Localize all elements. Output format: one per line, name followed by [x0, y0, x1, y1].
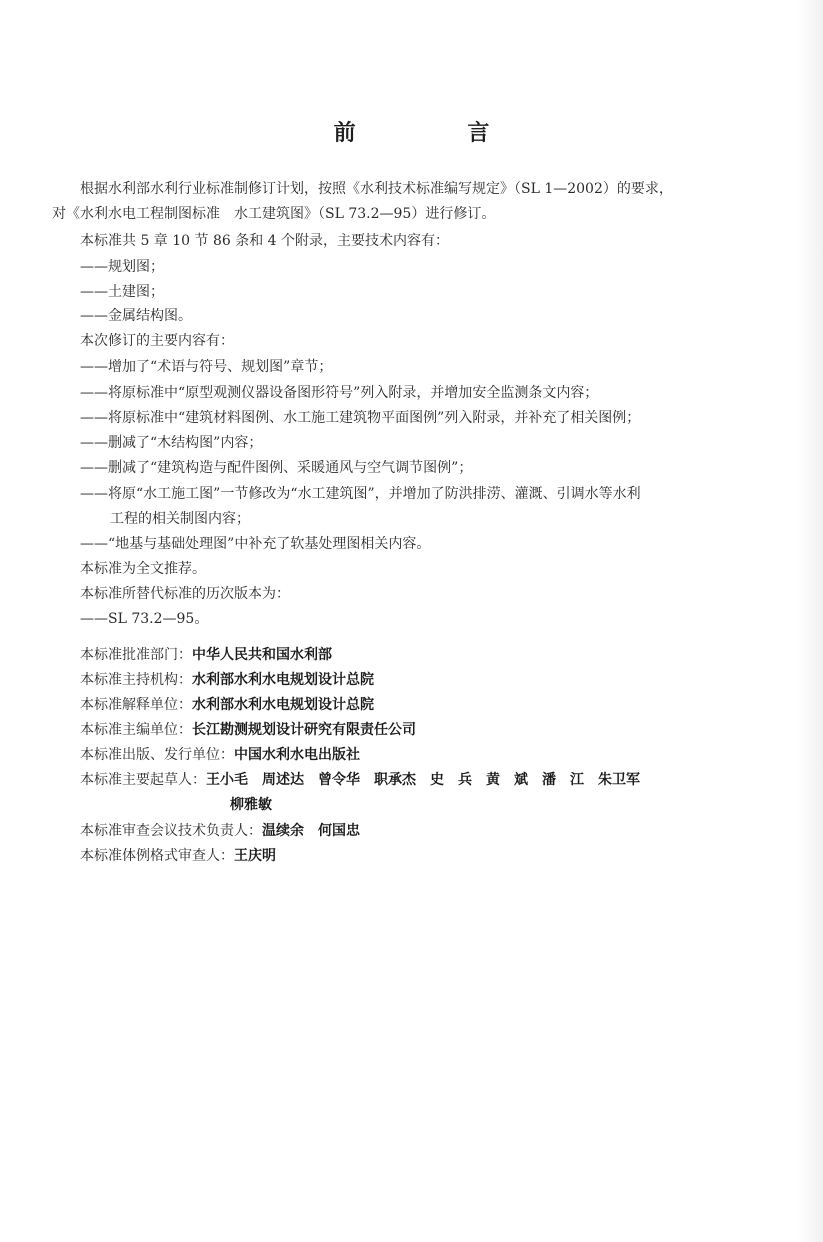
revisions-lead: 本次修订的主要内容有：: [80, 333, 234, 349]
drafters-row: [80, 771, 640, 789]
publisher-row: [80, 746, 360, 764]
format-reviewer-row: [80, 847, 276, 865]
scope-item: ——规划图；: [80, 259, 164, 275]
reviewer-value: 温续余 何国忠: [262, 823, 360, 839]
drafters-value: 王小毛 周述达 曾令华 职承杰 史 兵 黄 斌 潘 江 朱卫军: [206, 772, 640, 788]
revision-item: ——将原标准中“原型观测仪器设备图形符号”列入附录，并增加安全监测条文内容；: [80, 385, 599, 401]
revision-item: ——将原“水工施工图”一节修改为“水工建筑图”，并增加了防洪排涝、灌溉、引调水等水利: [80, 486, 641, 502]
revision-item: ——删减了“木结构图”内容；: [80, 435, 263, 451]
scope-item: ——金属结构图。: [80, 308, 192, 324]
recommend-note: 本标准为全文推荐。: [80, 561, 206, 577]
reviewer-label: 本标准审查会议技术负责人：: [80, 823, 262, 839]
host-row: [80, 671, 374, 689]
drafters-row-continued: [230, 796, 272, 814]
revision-item-continued: 工程的相关制图内容；: [110, 511, 250, 527]
drafters-value-continued: 柳雅敏: [230, 797, 272, 813]
page-edge-shadow: [797, 0, 823, 1242]
reviewer-row: [80, 822, 360, 840]
host-value: 水利部水利水电规划设计总院: [192, 672, 374, 688]
editor-label: 本标准主编单位：: [80, 722, 192, 738]
interpret-row: [80, 696, 374, 714]
editor-row: [80, 721, 416, 739]
revision-item: ——增加了“术语与符号、规划图”章节；: [80, 359, 333, 375]
interpret-value: 水利部水利水电规划设计总院: [192, 697, 374, 713]
drafters-label: 本标准主要起草人：: [80, 772, 206, 788]
format-reviewer-value: 王庆明: [234, 848, 276, 864]
publisher-value: 中国水利水电出版社: [234, 747, 360, 763]
format-reviewer-label: 本标准体例格式审查人：: [80, 848, 234, 864]
intro-line-2: 对《水利水电工程制图标准 水工建筑图》（SL 73.2—95）进行修订。: [52, 206, 496, 222]
publisher-label: 本标准出版、发行单位：: [80, 747, 234, 763]
interpret-label: 本标准解释单位：: [80, 697, 192, 713]
scope-lead: 本标准共 5 章 10 节 86 条和 4 个附录，主要技术内容有：: [80, 233, 450, 249]
revision-item: ——将原标准中“建筑材料图例、水工施工建筑物平面图例”列入附录，并补充了相关图例；: [80, 410, 641, 426]
approve-value: 中华人民共和国水利部: [192, 647, 332, 663]
history-lead: 本标准所替代标准的历次版本为：: [80, 586, 290, 602]
revision-item: ——“地基与基础处理图”中补充了软基处理图相关内容。: [80, 536, 431, 552]
page-title: 前 言: [333, 121, 542, 146]
history-item: ——SL 73.2—95。: [80, 611, 209, 627]
approve-row: [80, 646, 332, 664]
scope-item: ——土建图；: [80, 284, 164, 300]
host-label: 本标准主持机构：: [80, 672, 192, 688]
editor-value: 长江勘测规划设计研究有限责任公司: [192, 722, 416, 738]
approve-label: 本标准批准部门：: [80, 647, 192, 663]
intro-line-1: 根据水利部水利行业标准制修订计划，按照《水利技术标准编写规定》（SL 1—2002）的要求，: [80, 181, 673, 197]
revision-item: ——删减了“建筑构造与配件图例、采暖通风与空气调节图例”；: [80, 460, 473, 476]
